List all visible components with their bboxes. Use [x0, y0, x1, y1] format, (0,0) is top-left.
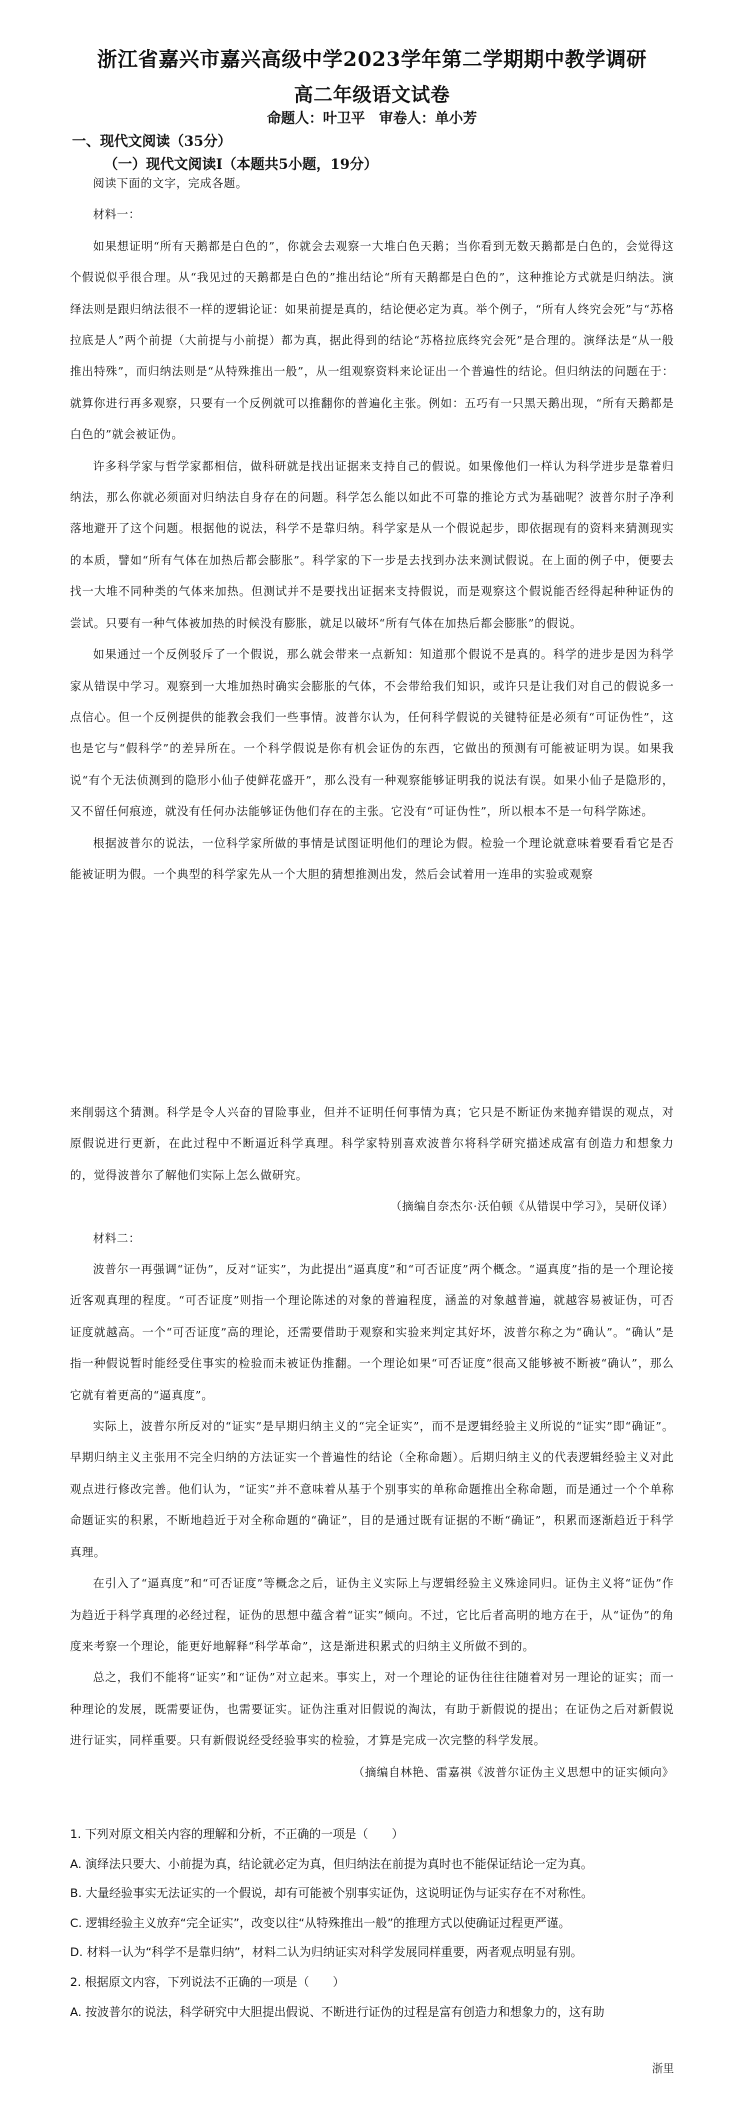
material2-paragraph: 实际上，波普尔所反对的“证实”是早期归纳主义的“完全证实”，而不是逻辑经验主义所说的“证实”即“确证”。早期归纳主义主张用不完全归纳的方法证实一个普遍性的结论（全称命题）。后期归纳主义的代表逻辑经验主义对此观点进行修改完善。他们认为，“证实”并不意味着从基于个别事实的单称命题推出全称命题，而是通过一个个单称命题证实的积累，不断地趋近于对全称命题的“确证”，目的是通过既有证据的不断“确证”，积累而逐渐趋近于科学真理。 — [70, 1419, 674, 1559]
authors-line: 命题人：叶卫平 审卷人：单小芳 — [267, 111, 477, 127]
question-1-option-a: A. 演绎法只要大、小前提为真，结论就必定为真，但归纳法在前提为真时也不能保证结论一定为真。 — [70, 1856, 593, 1871]
material1-paragraph: 如果想证明“所有天鹅都是白色的”，你就会去观察一大堆白色天鹅；当你看到无数天鹅都是白色的，会觉得这个假说似乎很合理。从“我见过的天鹅都是白色的”推出结论“所有天鹅都是白色的”，这种推论方式就是归纳法。演绎法则是跟归纳法很不一样的逻辑论证：如果前提是真的，结论便必定为真。举个例子，“所有人终究会死”与“苏格拉底是人”两个前提（大前提与小前提）都为真，据此得到的结论“苏格拉底终究会死”是合理的。演绎法是“从一般推出特殊”，而归纳法则是“从特殊推出一般”，从一组观察资料来论证出一个普遍性的结论。但归纳法的问题在于：就算你进行再多观察，只要有一个反例就可以推翻你的普遍化主张。例如：五巧有一只黑天鹅出现，“所有天鹅都是白色的”就会被证伪。 — [70, 238, 674, 442]
exam-subtitle: 高二年级语文试卷 — [293, 84, 450, 106]
question-2-stem: 2. 根据原文内容，下列说法不正确的一项是（ ） — [70, 1974, 345, 1989]
material1-paragraph: 许多科学家与哲学家都相信，做科研就是找出证据来支持自己的假说。如果像他们一样认为科学进步是靠着归纳法，那么你就必须面对归纳法自身存在的问题。科学怎么能以如此不可靠的推论方式为基础呢？波普尔肘子净利落地避开了这个问题。根据他的说法，科学不是靠归纳。科学家是从一个假说起步，即依据现有的资料来猜测现实的本质，譬如“所有气体在加热后都会膨胀”。科学家的下一步是去找到办法来测试假说。在上面的例子中，便要去找一大堆不同种类的气体来加热。但测试并不是要找出证据来支持假说，而是观察这个假说能否经得起种种证伪的尝试。只要有一种气体被加热的时候没有膨胀，就足以破坏“所有气体在加热后都会膨胀”的假说。 — [70, 458, 674, 630]
material2-paragraph: 总之，我们不能将“证实”和“证伪”对立起来。事实上，对一个理论的证伪往往往随着对另一理论的证实；而一种理论的发展，既需要证伪，也需要证实。证伪注重对旧假说的淘汰，有助于新假说的提出；在证伪之后对新假说进行证实，同样重要。只有新假说经受经验事实的检验，才算是完成一次完整的科学发展。 — [70, 1670, 674, 1748]
reading-passage-bottom — [70, 1097, 674, 1788]
sub-section-heading: （一）现代文阅读Ⅰ（本题共5小题，19分） — [104, 157, 378, 173]
question-1-option-d: D. 材料一认为“科学不是靠归纳”，材料二认为归纳证实对科学发展同样重要，两者观点明显有别。 — [70, 1945, 583, 1960]
material2-paragraph: 在引入了“逼真度”和“可否证度”等概念之后，证伪主义实际上与逻辑经验主义殊途同归。证伪主义将“证伪”作为趋近于科学真理的必经过程，证伪的思想中蕴含着“证实”倾向。不过，它比后者高明的地方在于，从“证伪”的角度来考察一个理论，能更好地解释“科学革命”，这是渐进积累式的归纳主义所做不到的。 — [70, 1576, 674, 1653]
footer-watermark: 浙里 — [652, 2062, 674, 2075]
question-1-option-c: C. 逻辑经验主义放弃“完全证实”，改变以往“从特殊推出一般”的推理方式以使确证过程更严谨。 — [70, 1915, 571, 1930]
reading-passage-top — [70, 168, 674, 890]
material2-source: （摘编自林艳、雷嘉祺《波普尔证伪主义思想中的证实倾向》 — [352, 1764, 674, 1779]
exam-title: 浙江省嘉兴市嘉兴高级中学2023学年第二学期期中教学调研 — [97, 47, 647, 71]
section-heading: 一、现代文阅读（35分） — [72, 134, 232, 150]
material2-label: 材料二： — [93, 1230, 141, 1245]
material1-source: （摘编自奈杰尔·沃伯顿《从错误中学习》，吴研仪译） — [390, 1199, 674, 1214]
question-2-option-a: A. 按波普尔的说法，科学研究中大胆提出假说、不断进行证伪的过程是富有创造力和想象力的，这有助 — [70, 2004, 605, 2019]
material2-paragraph: 波普尔一再强调“证伪”，反对“证实”，为此提出“逼真度”和“可否证度”两个概念。“逼真度”指的是一个理论接近客观真理的程度。“可否证度”则指一个理论陈述的对象的普遍程度，涵盖的对象越普遍，就越容易被证伪，可否证度就越高。一个“可否证度”高的理论，还需要借助于观察和实验来判定其好坏，波普尔称之为“确认”。“确认”是指一种假说暂时能经受住事实的检验而未被证伪推翻。一个理论如果“可否证度”很高又能够被不断被“确认”，那么它就有着更高的“逼真度”。 — [70, 1262, 674, 1402]
material1-label: 材料一： — [93, 207, 141, 222]
material1-paragraph: 如果通过一个反例驳斥了一个假说，那么就会带来一点新知：知道那个假说不是真的。科学的进步是因为科学家从错误中学习。观察到一大堆加热时确实会膨胀的气体，不会带给我们知识，或许只是让我们对自己的假说多一点信心。但一个反例提供的能教会我们一些事情。波普尔认为，任何科学假说的关键特征是必须有“可证伪性”，这也是它与“假科学”的差异所在。一个科学假说是你有机会证伪的东西，它做出的预测有可能被证明为误。如果我说“有个无法侦测到的隐形小仙子使鲜花盛开”，那么没有一种观察能够证明我的说法有误。如果小仙子是隐形的，又不留任何痕迹，就没有任何办法能够证伪他们存在的主张。它没有“可证伪性”，所以根本不是一句科学陈述。 — [70, 647, 674, 819]
material1-paragraph: 根据波普尔的说法，一位科学家所做的事情是试图证明他们的理论为假。检验一个理论就意味着要看看它是否能被证明为假。一个典型的科学家先从一个大胆的猜想推测出发，然后会试着用一连串的实验或观察 — [70, 835, 674, 881]
instruction: 阅读下面的文字，完成各题。 — [93, 176, 248, 190]
question-1-option-b: B. 大量经验事实无法证实的一个假说，却有可能被个别事实证伪，这说明证伪与证实存在不对称性。 — [70, 1886, 593, 1901]
question-1-stem: 1. 下列对原文相关内容的理解和分析，不正确的一项是（ ） — [70, 1827, 404, 1841]
question-block — [70, 1820, 680, 2027]
material1-paragraph-continued: 来削弱这个猜测。科学是令人兴奋的冒险事业，但并不证明任何事情为真；它只是不断证伪来抛弃错误的观点，对原假说进行更新，在此过程中不断逼近科学真理。科学家特别喜欢波普尔将科学研究描述成富有创造力和想象力的，觉得波普尔了解他们实际上怎么做研究。 — [70, 1105, 674, 1182]
